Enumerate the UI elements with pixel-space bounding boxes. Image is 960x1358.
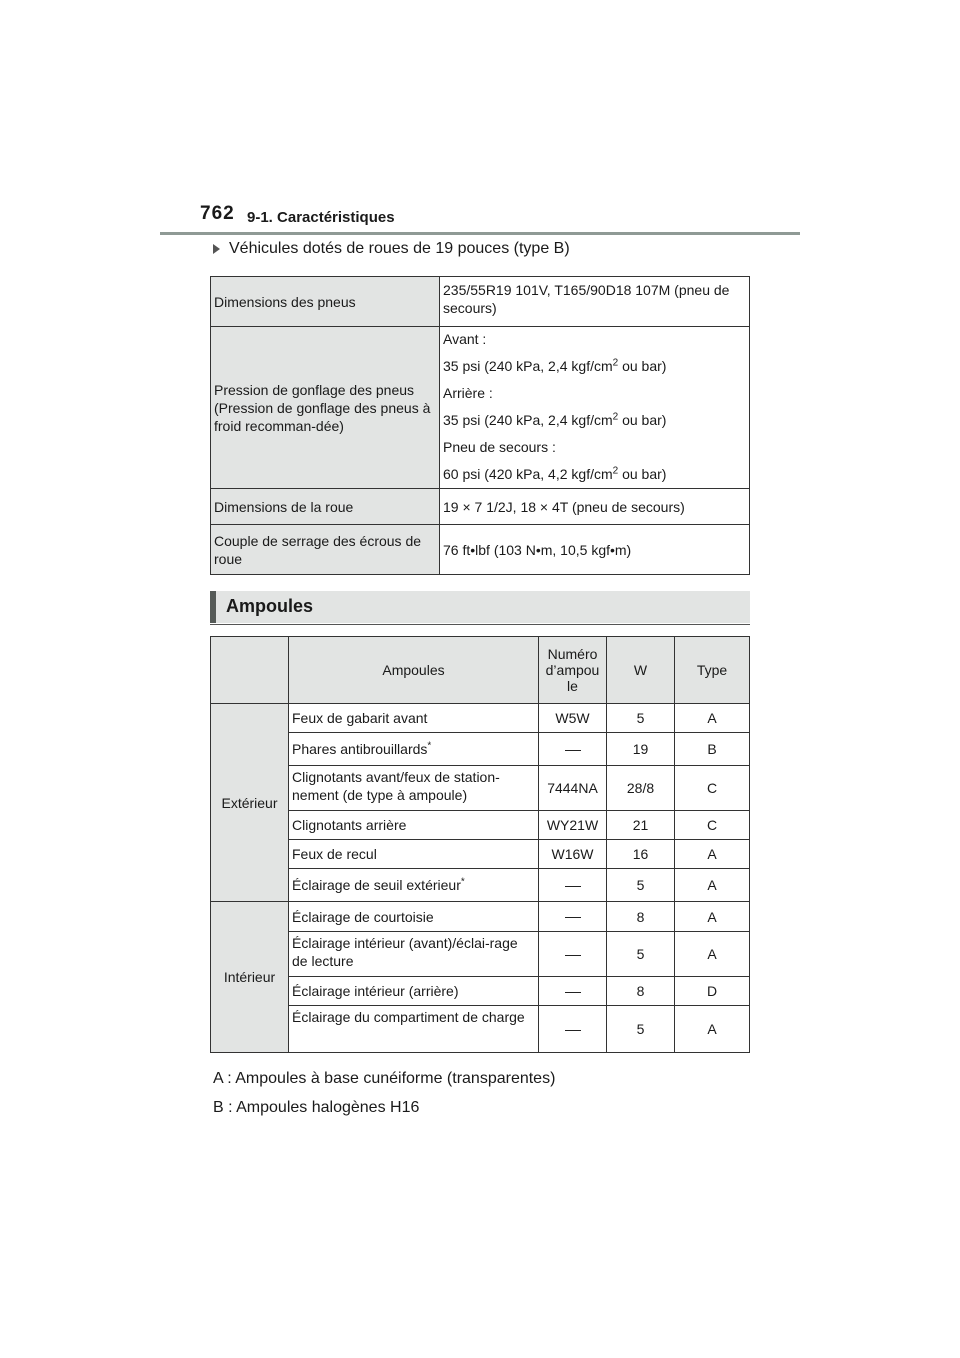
asterisk-note: * — [460, 876, 465, 888]
dash-icon — [565, 886, 581, 887]
bulb-type: A — [675, 902, 750, 932]
bulb-type: A — [675, 869, 750, 902]
table-row — [211, 327, 750, 489]
bulb-number: 7444NA — [539, 766, 607, 811]
table-row — [211, 840, 750, 869]
table-row — [211, 766, 750, 811]
header-type: Type — [675, 637, 750, 704]
pressure-label: Pression de gonflage des pneus (Pression de gonflage des pneus à froid recomman-dée) — [211, 327, 440, 489]
footnote-b: B : Ampoules halogènes H16 — [213, 1099, 420, 1116]
wheel-size-label: Dimensions de la roue — [211, 489, 440, 525]
triangle-bullet-icon — [213, 244, 220, 254]
bulb-type: C — [675, 766, 750, 811]
bulb-number — [539, 902, 607, 932]
table-row — [211, 902, 750, 932]
dash-icon — [565, 1030, 581, 1031]
bulb-name: Éclairage de seuil extérieur* — [289, 869, 539, 902]
bulb-type: C — [675, 811, 750, 840]
header-divider — [160, 232, 800, 235]
header-w: W — [607, 637, 675, 704]
header-number: Numéro d’ampou le — [539, 637, 607, 704]
tire-specs-table — [210, 276, 750, 575]
bulb-wattage: 5 — [607, 1006, 675, 1053]
bulb-number — [539, 977, 607, 1006]
dash-icon — [565, 750, 581, 751]
bulb-type: A — [675, 704, 750, 733]
bulb-wattage: 8 — [607, 902, 675, 932]
bulb-number: W5W — [539, 704, 607, 733]
table-row — [211, 811, 750, 840]
bulb-name: Éclairage intérieur (arrière) — [289, 977, 539, 1006]
bulb-type: D — [675, 977, 750, 1006]
bulbs-heading-text: Ampoules — [226, 596, 314, 616]
table-row — [211, 733, 750, 766]
bulb-name: Éclairage du compartiment de charge — [289, 1006, 539, 1053]
bulb-wattage: 8 — [607, 977, 675, 1006]
dash-icon — [565, 917, 581, 918]
pressure-values — [440, 327, 750, 489]
bulb-name: Clignotants avant/feux de station-nement (de type à ampoule) — [289, 766, 539, 811]
bulb-number: W16W — [539, 840, 607, 869]
category-exterior: Extérieur — [211, 704, 289, 902]
table-row — [211, 489, 750, 525]
heading-divider — [210, 624, 750, 625]
bulb-name: Feux de gabarit avant — [289, 704, 539, 733]
category-interior: Intérieur — [211, 902, 289, 1053]
bulb-wattage: 5 — [607, 869, 675, 902]
bulb-wattage: 5 — [607, 704, 675, 733]
page-number: 762 — [200, 203, 235, 224]
bulb-wattage: 16 — [607, 840, 675, 869]
torque-label: Couple de serrage des écrous de roue — [211, 525, 440, 575]
subtitle — [213, 240, 570, 258]
table-row — [211, 1006, 750, 1053]
table-row — [211, 977, 750, 1006]
bulb-type: B — [675, 733, 750, 766]
bulb-wattage: 5 — [607, 932, 675, 977]
bulb-number — [539, 932, 607, 977]
tire-size-label: Dimensions des pneus — [211, 277, 440, 327]
bulb-number: WY21W — [539, 811, 607, 840]
bulb-name: Éclairage de courtoisie — [289, 902, 539, 932]
bulb-wattage: 19 — [607, 733, 675, 766]
table-row — [211, 704, 750, 733]
dash-icon — [565, 992, 581, 993]
torque-value: 76 ft•lbf (103 N•m, 10,5 kgf•m) — [440, 525, 750, 575]
tire-size-value: 235/55R19 101V, T165/90D18 107M (pneu de secours) — [440, 277, 750, 327]
rear-label: Arrière : — [443, 385, 493, 401]
front-value: 35 psi (240 kPa, 2,4 kgf/$cm^2$ ou bar) — [443, 357, 667, 374]
wheel-size-value: 19 × 7 1/2J, 18 × 4T (pneu de secours) — [440, 489, 750, 525]
table-row — [211, 869, 750, 902]
subtitle-text: Véhicules dotés de roues de 19 pouces (type B) — [229, 240, 570, 257]
bulb-name: Clignotants arrière — [289, 811, 539, 840]
bulb-number — [539, 733, 607, 766]
footnote-a: A : Ampoules à base cunéiforme (transparentes) — [213, 1070, 556, 1087]
header-bulbs: Ampoules — [289, 637, 539, 704]
bulb-wattage: 28/8 — [607, 766, 675, 811]
bulb-name: Éclairage intérieur (avant)/éclai-rage de lecture — [289, 932, 539, 977]
spare-label: Pneu de secours : — [443, 439, 556, 455]
header-empty — [211, 637, 289, 704]
bulb-number — [539, 869, 607, 902]
section-title: 9-1. Caractéristiques — [247, 209, 395, 226]
bulb-type: A — [675, 1006, 750, 1053]
dash-icon — [565, 955, 581, 956]
bulb-name: Feux de recul — [289, 840, 539, 869]
bulb-name: Phares antibrouillards* — [289, 733, 539, 766]
asterisk-note: * — [427, 740, 432, 752]
bulb-type: A — [675, 840, 750, 869]
bulbs-heading — [210, 591, 750, 623]
table-row — [211, 277, 750, 327]
bulb-wattage: 21 — [607, 811, 675, 840]
front-label: Avant : — [443, 331, 487, 347]
spare-value: 60 psi (420 kPa, 4,2 kgf/$cm^2$ ou bar) — [443, 465, 667, 482]
table-header-row — [211, 637, 750, 704]
bulbs-table — [210, 636, 750, 1053]
table-row — [211, 525, 750, 575]
bulb-type: A — [675, 932, 750, 977]
bulb-number — [539, 1006, 607, 1053]
rear-value: 35 psi (240 kPa, 2,4 kgf/$cm^2$ ou bar) — [443, 411, 667, 428]
table-row — [211, 932, 750, 977]
